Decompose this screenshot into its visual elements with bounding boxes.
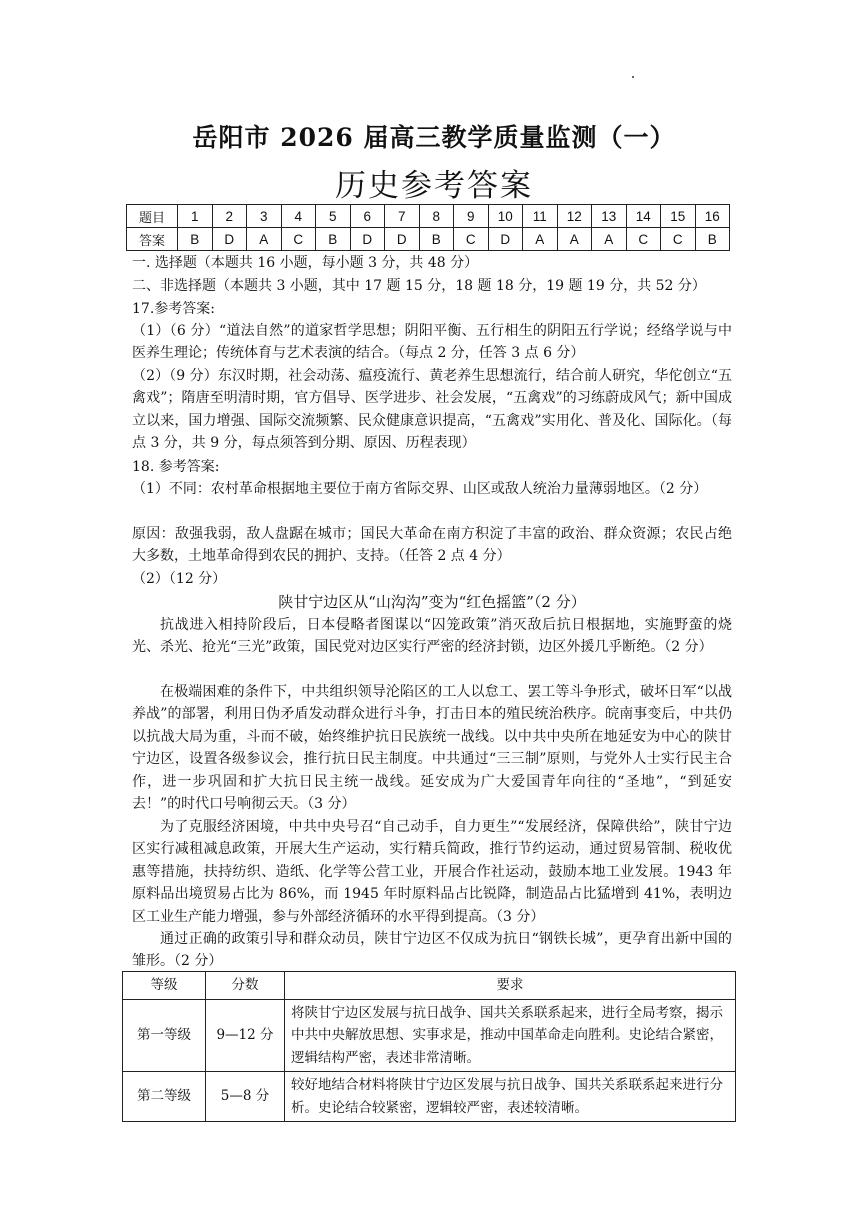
q18-part1: （1）不同：农村革命根据地主要位于南方省际交界、山区或敌人统治力量薄弱地区。（2 分） [132,481,708,497]
answer-cell: B [419,228,454,251]
answer-cell: B [316,228,351,251]
question-number-cell: 14 [626,205,661,228]
answer-cell: D [385,228,420,251]
grading-table [122,971,736,1122]
essay-paragraph-1: 抗战进入相持阶段后，日本侵略者图谋以“囚笼政策”消灭敌后抗日根据地，实施野蛮的烧光、杀光、抢光“三光”政策，国民党对边区实行严密的经济封锁，边区外援几乎断绝。（2 分） [132,617,732,656]
essay-paragraph-3: 为了克服经济困境，中共中央号召“自己动手，自力更生”“发展经济，保障供给”，陕甘宁边区实行减租减息政策，开展大生产运动，实行精兵简政，推行节约运动，通过贸易管制、税收优惠等措施，扶持纺织、造纸、化学等公营工业，开展合作社运动，鼓励本地工业发展。1943 年原料品出境贸易占比为 86%，而 1945 年时原料品占比锐降，制造品占比猛增到 41%，表明边区工业生产能力增强，参与外部经济循环的水平得到提高。（3 分） [132,819,732,925]
answer-cell: A [557,228,592,251]
answer-cell: A [523,228,558,251]
essay-paragraph-2: 在极端困难的条件下，中共组织领导沦陷区的工人以怠工、罢工等斗争形式，破坏日军“以战养战”的部署，利用日伪矛盾发动群众进行斗争，打击日本的殖民统治秩序。皖南事变后，中共仍以抗战大局为重，斗而不破，始终维护抗日民族统一战线。以中共中央所在地延安为中心的陕甘宁边区，设置各级参议会，推行抗日民主制度。中共通过“三三制”原则，与党外人士实行民主合作，进一步巩固和扩大抗日民主统一战线。延安成为广大爱国青年向往的“圣地”，“到延安去！”的时代口号响彻云天。（3 分） [132,684,732,813]
grade-score: 5—8 分 [206,1072,285,1122]
question-number-cell: 3 [247,205,282,228]
q18-heading: 18. 参考答案: [132,459,220,475]
question-number-cell: 6 [350,205,385,228]
answer-cell: C [661,228,696,251]
question-number-cell: 7 [385,205,420,228]
header-requirement: 要求 [285,972,736,1000]
document-subtitle: 历史参考答案 [335,168,533,204]
answer-cell: A [592,228,627,251]
answer-cell: B [178,228,213,251]
row-label-number: 题目 [127,205,178,228]
essay-paragraph-4: 通过正确的政策引导和群众动员，陕甘宁边区不仅成为抗日“钢铁长城”，更孕育出新中国的雏形。（2 分） [132,931,732,970]
answer-cell: C [281,228,316,251]
grade-score: 9—12 分 [206,999,285,1072]
question-number-cell: 2 [212,205,247,228]
answer-cell: D [350,228,385,251]
q17-heading: 17.参考答案: [132,301,215,317]
answer-cell: A [247,228,282,251]
document-title: 岳阳市 2026 届高三教学质量监测（一） [192,123,676,152]
answer-cell: D [212,228,247,251]
answer-cell: C [454,228,489,251]
question-number-cell: 4 [281,205,316,228]
grading-row [123,1072,736,1122]
essay-title: 陕甘宁边区从“山沟沟”变为“红色摇篮”（2 分） [278,593,586,611]
answer-table-number-row [127,205,730,228]
question-number-cell: 15 [661,205,696,228]
question-number-cell: 8 [419,205,454,228]
answer-cell: B [695,228,730,251]
answer-cell: D [488,228,523,251]
grade-level: 第二等级 [123,1072,206,1122]
grading-row [123,999,736,1072]
question-number-cell: 5 [316,205,351,228]
answer-table-answer-row [127,228,730,251]
q17-part1: （1）（6 分）“道法自然”的道家哲学思想；阴阳平衡、五行相生的阴阳五行学说；经络学说与中医养生理论；传统体育与艺术表演的结合。（每点 2 分，任答 3 点 6 分） [132,323,732,362]
question-number-cell: 11 [523,205,558,228]
q17-part2: （2）（9 分）东汉时期，社会动荡、瘟疫流行、黄老养生思想流行，结合前人研究，华佗创立“五禽戏”；隋唐至明清时期，官方倡导、医学进步、社会发展，“五禽戏”的习练蔚成风气；新中国成立以来，国力增强、国际交流频繁、民众健康意识提高，“五禽戏”实用化、普及化、国际化。（每点 3 分，共 9 分，每点须答到分期、原因、历程表现） [132,368,732,452]
question-number-cell: 9 [454,205,489,228]
grading-table-header [123,972,736,1000]
row-label-answer: 答案 [127,228,178,251]
section-choice-heading: 一. 选择题（本题共 16 小题，每小题 3 分，共 48 分） [132,255,479,271]
section-nonchoice-heading: 二、非选择题（本题共 3 小题，其中 17 题 15 分，18 题 18 分，19 题 19 分，共 52 分） [132,278,706,294]
question-number-cell: 12 [557,205,592,228]
question-number-cell: 10 [488,205,523,228]
grade-requirement: 较好地结合材料将陕甘宁边区发展与抗日战争、国共关系联系起来进行分析。史论结合较紧密，逻辑较严密，表述较清晰。 [285,1072,736,1122]
header-score: 分数 [206,972,285,1000]
question-number-cell: 13 [592,205,627,228]
answer-table [126,204,730,251]
answer-cell: C [626,228,661,251]
scan-speck [632,76,634,78]
question-number-cell: 1 [178,205,213,228]
question-number-cell: 16 [695,205,730,228]
header-level: 等级 [123,972,206,1000]
grade-level: 第一等级 [123,999,206,1072]
grade-requirement: 将陕甘宁边区发展与抗日战争、国共关系联系起来，进行全局考察，揭示中共中央解放思想、实事求是，推动中国革命走向胜利。史论结合紧密，逻辑结构严密，表述非常清晰。 [285,999,736,1072]
q18-part2-heading: （2）（12 分） [132,571,227,587]
q18-part1-reason: 原因：敌强我弱，敌人盘踞在城市；国民大革命在南方积淀了丰富的政治、群众资源；农民占绝大多数，土地革命得到农民的拥护、支持。（任答 2 点 4 分） [132,526,732,565]
